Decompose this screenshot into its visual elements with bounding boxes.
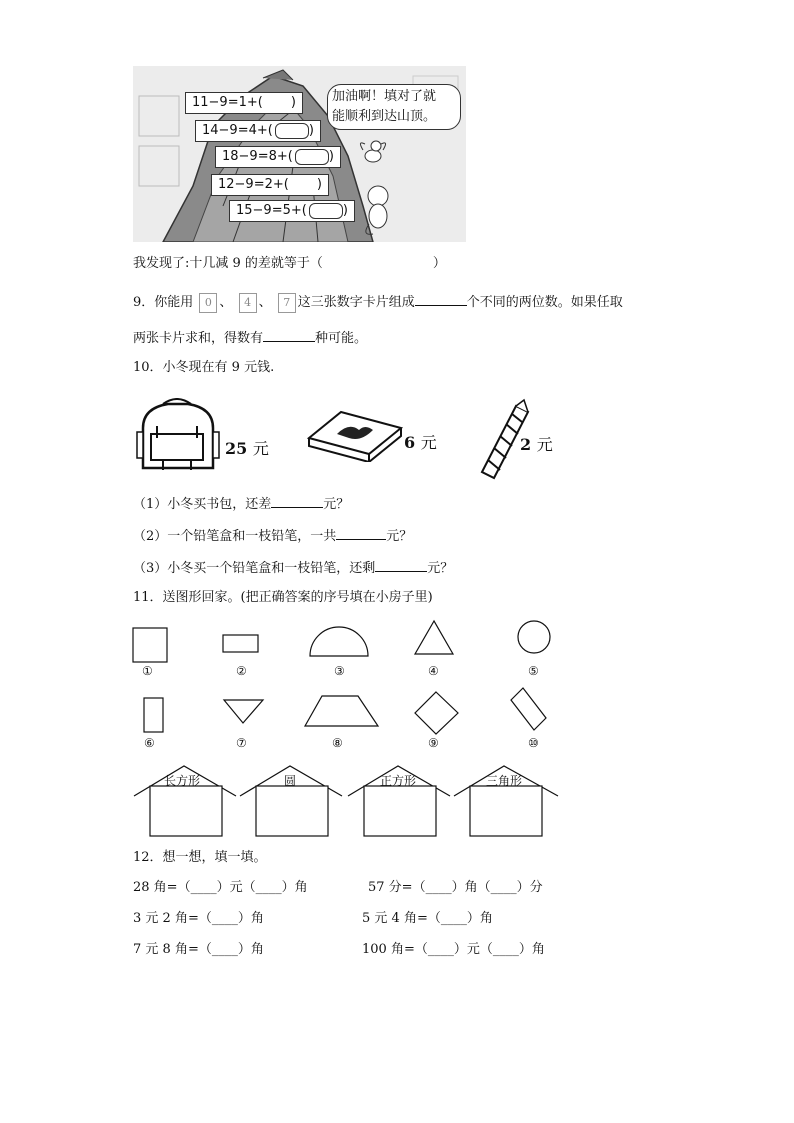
question-9-line1: 9．你能用 0 、 4 、 7 这三张数字卡片组成 个不同的两位数。如果任取: [133, 292, 623, 313]
answer-box[interactable]: [295, 149, 329, 165]
answer-blank[interactable]: [263, 328, 315, 342]
shape-number: ⑧: [332, 736, 343, 750]
shape-triangle: [415, 621, 453, 654]
digit-card: 0: [199, 293, 217, 313]
shape-tilted-rectangle: [511, 688, 546, 730]
question-12-title: 12．想一想，填一填。: [133, 850, 267, 865]
digit-card: 7: [278, 293, 296, 313]
shape-square: [133, 628, 167, 662]
equation-4: 12−9=2+( ): [211, 174, 329, 196]
shape-number: ⑦: [236, 736, 247, 750]
equation-5: 15−9=5+( ): [229, 200, 355, 222]
shapes-panel: [125, 618, 575, 748]
digit-card: 4: [239, 293, 257, 313]
shape-number: ②: [236, 664, 247, 678]
shape-number: ①: [142, 664, 153, 678]
conversion-item[interactable]: 28 角=（____）元（____）角: [133, 880, 308, 895]
equation-2: 14−9=4+( ): [195, 120, 321, 142]
house-label: 长方形: [164, 774, 201, 788]
shape-rectangle-small: [223, 635, 258, 652]
shape-trapezoid: [305, 696, 378, 726]
shape-number: ⑩: [528, 736, 539, 750]
question-10-sub2: （2）一个铅笔盒和一枝铅笔，一共 元？: [133, 526, 412, 545]
answer-blank[interactable]: [336, 526, 386, 540]
house-label: 圆: [284, 774, 297, 788]
shape-number: ⑨: [428, 736, 439, 750]
mountain-illustration: [133, 66, 466, 242]
conversion-item[interactable]: 100 角=（____）元（____）角: [362, 942, 545, 957]
schoolbag-drawing: [133, 398, 221, 474]
answer-blank[interactable]: [415, 292, 467, 306]
equation-3: 18−9=8+( ): [215, 146, 341, 168]
question-11-title: 11．送图形回家。(把正确答案的序号填在小房子里): [133, 590, 433, 605]
finding-line: 我发现了:十几减 9 的差就等于（ ）: [133, 256, 446, 271]
pencil-box-drawing: [305, 408, 403, 462]
shape-number: ④: [428, 664, 439, 678]
shape-number: ③: [334, 664, 345, 678]
shape-inverted-triangle: [224, 700, 263, 723]
shape-rectangle-tall: [144, 698, 163, 732]
answer-blank[interactable]: [375, 558, 427, 572]
schoolbag-price: 25 元: [225, 439, 269, 458]
house-label: 三角形: [486, 774, 523, 788]
shape-semicircle: [310, 627, 368, 656]
question-10-sub3: （3）小冬买一个铅笔盒和一枝铅笔，还剩 元？: [133, 558, 453, 577]
conversion-item[interactable]: 5 元 4 角=（____）角: [362, 911, 493, 926]
answer-blank[interactable]: [271, 494, 323, 508]
equation-1: 11−9=1+( ): [185, 92, 303, 114]
answer-box[interactable]: [309, 203, 343, 219]
pencil-box-price: 6 元: [404, 433, 437, 452]
question-10-title: 10．小冬现在有 9 元钱.: [133, 360, 275, 375]
question-10-sub1: （1）小冬买书包，还差 元？: [133, 494, 349, 513]
shape-number: ⑤: [528, 664, 539, 678]
answer-box[interactable]: [275, 123, 309, 139]
house-label: 正方形: [380, 774, 417, 788]
pencil-price: 2 元: [520, 435, 553, 454]
shape-diamond: [415, 692, 458, 734]
conversion-item[interactable]: 57 分=（____）角（____）分: [368, 880, 543, 895]
speech-bubble: 加油啊！填对了就 能顺利到达山顶。: [327, 84, 461, 130]
conversion-item[interactable]: 7 元 8 角=（____）角: [133, 942, 264, 957]
shape-circle: [518, 621, 550, 653]
conversion-item[interactable]: 3 元 2 角=（____）角: [133, 911, 264, 926]
shape-number: ⑥: [144, 736, 155, 750]
question-9-line2: 两张卡片求和，得数有 种可能。: [133, 328, 367, 347]
